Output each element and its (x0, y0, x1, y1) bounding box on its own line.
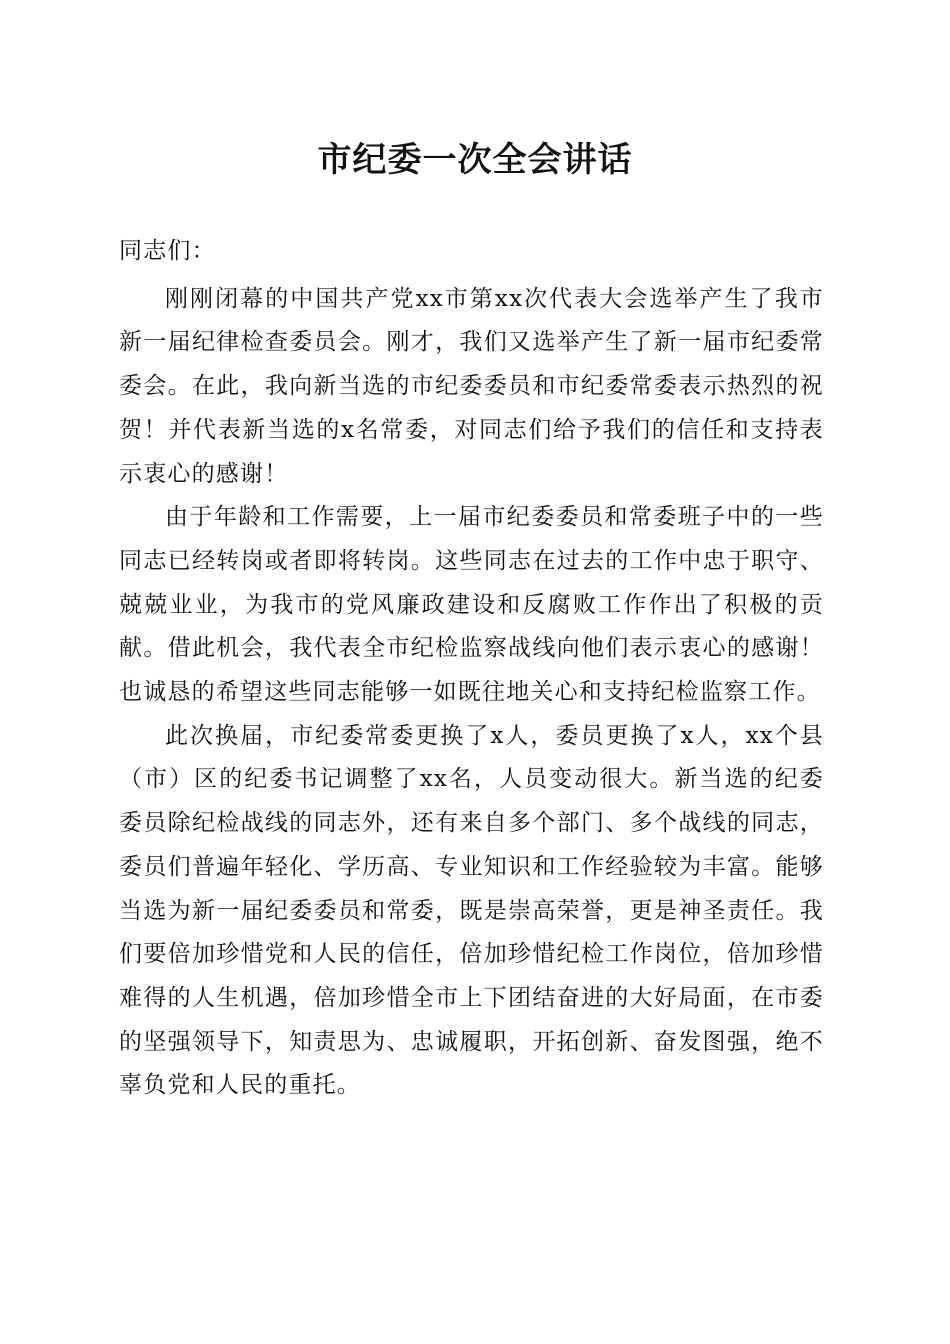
paragraph-2: 由于年龄和工作需要，上一届市纪委委员和常委班子中的一些同志已经转岗或者即将转岗。这些同志在过去的工作中忠于职守、兢兢业业，为我市的党风廉政建设和反腐败工作作出了积极的贡献。借此机会，我代表全市纪检监察战线向他们表示衷心的感谢！也诚恳的希望这些同志能够一如既往地关心和支持纪检监察工作。 (119, 504, 824, 706)
paragraph-1: 刚刚闭幕的中国共产党xx市第xx次代表大会选举产生了我市新一届纪律检查委员会。刚才，我们又选举产生了新一届市纪委常委会。在此，我向新当选的市纪委委员和市纪委常委表示热烈的祝贺！并代表新当选的x名常委，对同志们给予我们的信任和支持表示衷心的感谢！ (119, 285, 824, 487)
document-body (119, 230, 824, 1108)
salutation: 同志们： (119, 238, 216, 264)
document-title: 市纪委一次全会讲话 (317, 140, 633, 180)
paragraph-3: 此次换届，市纪委常委更换了x人，委员更换了x人，xx个县（市）区的纪委书记调整了xx名，人员变动很大。新当选的纪委委员除纪检战线的同志外，还有来自多个部门、多个战线的同志，委员们普遍年轻化、学历高、专业知识和工作经验较为丰富。能够当选为新一届纪委委员和常委，既是崇高荣誉，更是神圣责任。我们要倍加珍惜党和人民的信任，倍加珍惜纪检工作岗位，倍加珍惜难得的人生机遇，倍加珍惜全市上下团结奋进的大好局面，在市委的坚强领导下，知责思为、忠诚履职，开拓创新、奋发图强，绝不辜负党和人民的重托。 (119, 722, 824, 1099)
